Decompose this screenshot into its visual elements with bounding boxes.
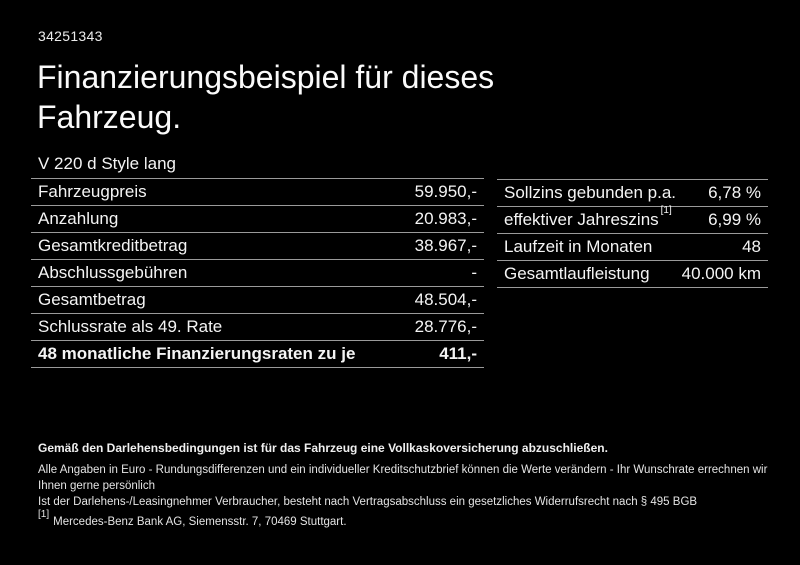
row-label: Sollzins gebunden p.a. — [504, 183, 677, 202]
table-row-gesamtbetrag — [31, 287, 484, 314]
disclaimer-line-1: Alle Angaben in Euro - Rundungsdifferenzen und ein individueller Kreditschutzbrief können die Werte verändern - Ihr Wunschrate errechnen wir Ihnen gerne persönlich — [38, 464, 768, 492]
table-row-effektiver-jahreszins — [497, 207, 768, 234]
row-label: Gesamtkreditbetrag — [38, 236, 188, 255]
bank-reference: [1]Mercedes-Benz Bank AG, Siemensstr. 7, 70469 Stuttgart. — [38, 509, 347, 528]
footnote-marker: [1] — [660, 205, 672, 217]
row-label: Laufzeit in Monaten — [504, 237, 653, 256]
vehicle-name: V 220 d Style lang — [31, 150, 484, 179]
table-row-monatsrate — [31, 341, 484, 368]
table-row-abschlussgebuehren — [31, 260, 484, 287]
insurance-note: Gemäß den Darlehensbedingungen ist für das Fahrzeug eine Vollkaskoversicherung abzuschließen. — [38, 441, 608, 455]
row-value: 411,- — [439, 344, 477, 363]
financing-table — [31, 150, 484, 368]
listing-id: 34251343 — [38, 28, 103, 44]
row-value: 59.950,- — [414, 182, 477, 201]
row-value: 6,99 % — [708, 210, 761, 229]
row-value: 28.776,- — [414, 317, 477, 336]
row-label: Gesamtlaufleistung — [504, 264, 650, 283]
row-label: Abschlussgebühren — [38, 263, 188, 282]
table-row-gesamtlaufleistung — [497, 261, 768, 288]
row-label: 48 monatliche Finanzierungsraten zu je — [38, 344, 356, 363]
row-value: 48.504,- — [414, 290, 477, 309]
legal-notes — [38, 441, 778, 528]
disclaimer-line-2: Ist der Darlehens-/Leasingnehmer Verbraucher, besteht nach Vertragsabschluss ein gesetzliches Widerrufsrecht nach § 495 BGB — [38, 496, 698, 508]
table-row-schlussrate — [31, 314, 484, 341]
row-label: Anzahlung — [38, 209, 119, 228]
conditions-table — [497, 179, 768, 288]
row-label: effektiver Jahreszins [1] — [504, 205, 672, 229]
row-value: 6,78 % — [708, 183, 761, 202]
row-value: - — [471, 263, 477, 282]
row-label: Schlussrate als 49. Rate — [38, 317, 223, 336]
row-label: Gesamtbetrag — [38, 290, 146, 309]
page-title: Finanzierungsbeispiel für dieses Fahrzeug. — [37, 59, 495, 135]
footnote-marker: [1] — [38, 509, 50, 521]
row-value: 20.983,- — [414, 209, 477, 228]
row-label: Fahrzeugpreis — [38, 182, 147, 201]
table-row-anzahlung — [31, 206, 484, 233]
row-value: 38.967,- — [414, 236, 477, 255]
table-row-fahrzeugpreis — [31, 179, 484, 206]
table-row-gesamtkreditbetrag — [31, 233, 484, 260]
row-value: 40.000 km — [681, 264, 761, 283]
table-row-sollzins — [497, 180, 768, 207]
row-value: 48 — [742, 237, 761, 256]
table-row-laufzeit — [497, 234, 768, 261]
